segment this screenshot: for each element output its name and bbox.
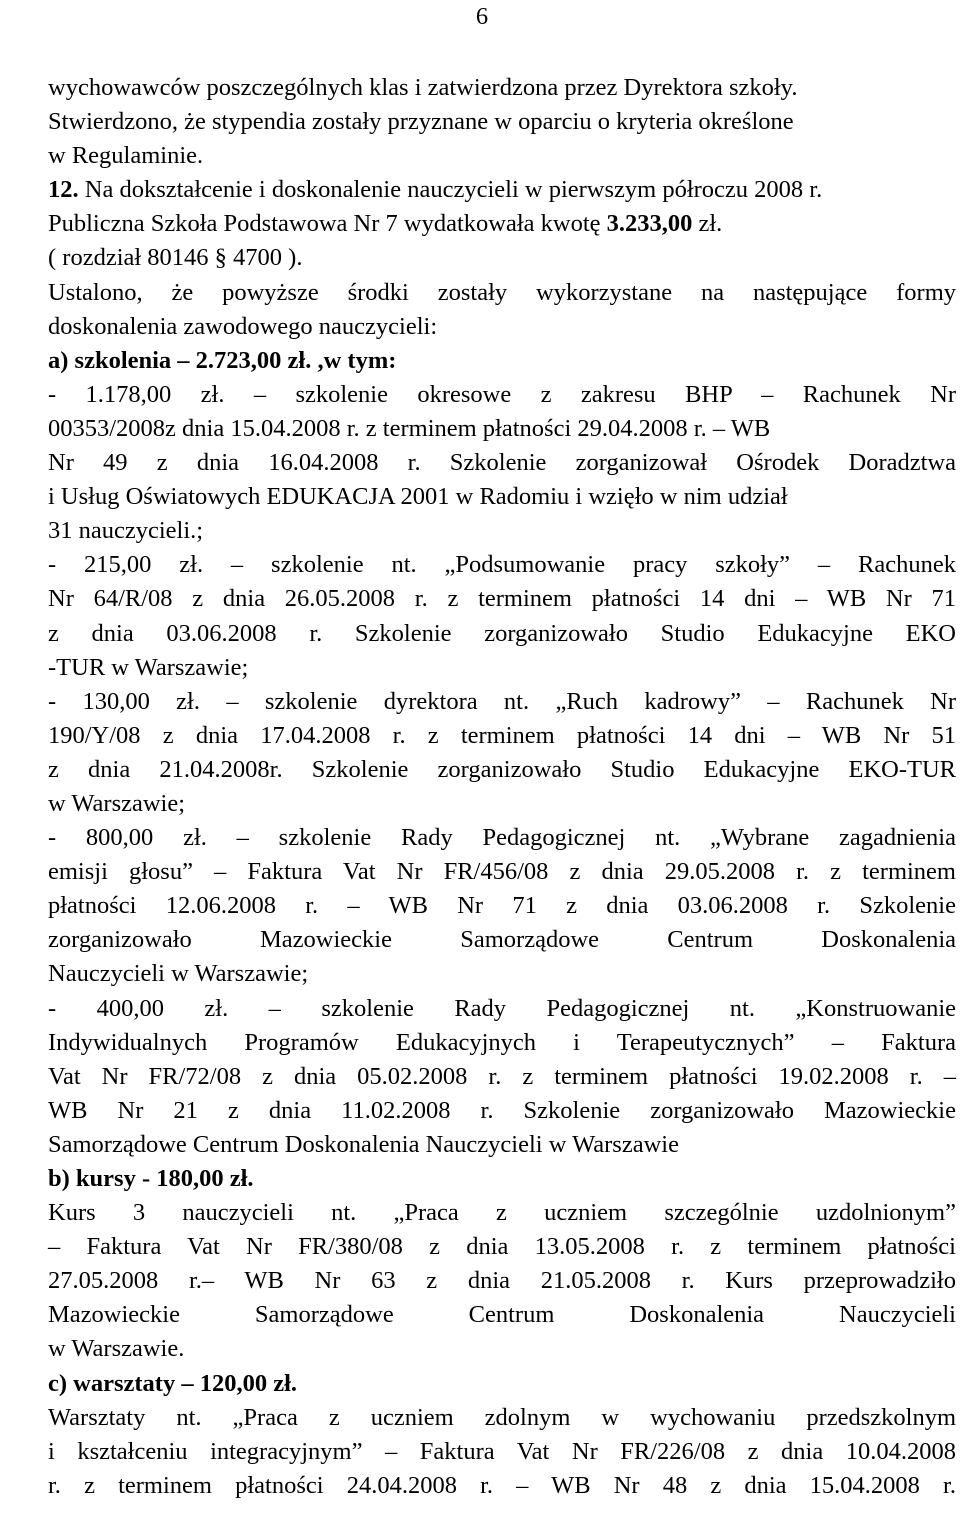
text-run: w Regulaminie.: [48, 142, 204, 170]
bold-text: c) warsztaty – 120,00 zł.: [48, 1369, 298, 1397]
text-run: Vat Nr FR/72/08 z dnia 05.02.2008 r. z terminem płatności 19.02.2008 r. –: [48, 1062, 956, 1090]
text-run: zorganizowało Mazowieckie Samorządowe Centrum Doskonalenia: [48, 926, 956, 954]
text-line: [48, 378, 956, 412]
text-run: Stwierdzono, że stypendia zostały przyznane w oparciu o kryteria określone: [48, 108, 794, 136]
text-run: r. z terminem płatności 24.04.2008 r. – WB Nr 48 z dnia 15.04.2008 r.: [48, 1471, 956, 1499]
bold-text: 3.233,00: [606, 210, 693, 238]
text-run: i kształceniu integracyjnym” – Faktura Vat Nr FR/226/08 z dnia 10.04.2008: [48, 1437, 956, 1465]
text-run: 190/Y/08 z dnia 17.04.2008 r. z terminem płatności 14 dni – WB Nr 51: [48, 721, 956, 749]
bold-text: b) kursy - 180,00 zł.: [48, 1165, 254, 1192]
text-line: [48, 1367, 956, 1401]
text-run: z dnia 03.06.2008 r. Szkolenie zorganizowało Studio Edukacyjne EKO: [48, 619, 956, 647]
text-line: [48, 855, 956, 889]
text-run: ( rozdział 80146 § 4700 ).: [48, 244, 303, 272]
text-line: [48, 685, 956, 719]
bold-text: 12.: [48, 176, 79, 204]
text-run: Nauczycieli w Warszawie;: [48, 960, 309, 988]
text-line: [48, 1298, 956, 1332]
text-line: [48, 1332, 956, 1366]
text-line: [48, 514, 956, 548]
text-line: [48, 1469, 956, 1503]
text-line: [48, 753, 956, 787]
text-line: [48, 207, 956, 241]
bold-text: a) szkolenia – 2.723,00 zł. ,w tym:: [48, 346, 397, 374]
text-run: - 130,00 zł. – szkolenie dyrektora nt. „Ruch kadrowy” – Rachunek Nr: [48, 687, 956, 715]
text-line: [48, 957, 956, 991]
text-run: Ustalono, że powyższe środki zostały wykorzystane na następujące formy: [48, 278, 956, 306]
text-line: [48, 582, 956, 616]
text-run: zł.: [692, 210, 723, 238]
document-body: [48, 71, 956, 1503]
text-run: 31 nauczycieli.;: [48, 517, 204, 545]
text-run: z dnia 21.04.2008r. Szkolenie zorganizowało Studio Edukacyjne EKO-TUR: [48, 755, 956, 783]
text-line: [48, 821, 956, 855]
text-run: doskonalenia zawodowego nauczycieli:: [48, 312, 438, 340]
text-run: i Usług Oświatowych EDUKACJA 2001 w Radomiu i wzięło w nim udział: [48, 483, 788, 511]
text-run: Indywidualnych Programów Edukacyjnych i Terapeutycznych” – Faktura: [48, 1028, 956, 1056]
text-line: [48, 1401, 956, 1435]
text-run: Kurs 3 nauczycieli nt. „Praca z uczniem szczególnie uzdolnionym”: [48, 1199, 956, 1227]
text-run: WB Nr 21 z dnia 11.02.2008 r. Szkolenie zorganizowało Mazowieckie: [48, 1096, 956, 1124]
text-line: [48, 617, 956, 651]
text-run: Samorządowe Centrum Doskonalenia Nauczycieli w Warszawie: [48, 1130, 679, 1158]
text-run: Mazowieckie Samorządowe Centrum Doskonalenia Nauczycieli: [48, 1301, 956, 1329]
text-line: [48, 446, 956, 480]
text-line: [48, 1264, 956, 1298]
text-line: [48, 1128, 956, 1162]
text-run: Warsztaty nt. „Praca z uczniem zdolnym w wychowaniu przedszkolnym: [48, 1403, 956, 1431]
text-line: [48, 310, 956, 344]
text-run: Publiczna Szkoła Podstawowa Nr 7 wydatkowała kwotę: [48, 210, 607, 238]
text-run: wychowawców poszczególnych klas i zatwierdzona przez Dyrektora szkoły.: [48, 74, 798, 101]
text-line: [48, 992, 956, 1026]
text-line: [48, 1162, 956, 1196]
text-run: emisji głosu” – Faktura Vat Nr FR/456/08 z dnia 29.05.2008 r. z terminem: [48, 858, 956, 886]
text-line: [48, 1094, 956, 1128]
text-line: [48, 889, 956, 923]
page-number: 6: [475, 3, 489, 30]
text-line: [48, 276, 956, 310]
text-line: [48, 923, 956, 957]
text-line: [48, 1230, 956, 1264]
text-line: [48, 548, 956, 582]
text-line: [48, 480, 956, 514]
text-run: 27.05.2008 r.– WB Nr 63 z dnia 21.05.2008 r. Kurs przeprowadziło: [48, 1267, 956, 1295]
text-line: [48, 787, 956, 821]
text-run: - 800,00 zł. – szkolenie Rady Pedagogicznej nt. „Wybrane zagadnienia: [48, 824, 956, 852]
text-run: w Warszawie.: [48, 1335, 185, 1363]
text-run: Nr 49 z dnia 16.04.2008 r. Szkolenie zorganizował Ośrodek Doradztwa: [48, 449, 956, 477]
text-run: Nr 64/R/08 z dnia 26.05.2008 r. z terminem płatności 14 dni – WB Nr 71: [48, 585, 956, 613]
text-line: [48, 241, 956, 275]
text-run: -TUR w Warszawie;: [48, 653, 249, 681]
text-run: w Warszawie;: [48, 789, 186, 817]
text-run: - 400,00 zł. – szkolenie Rady Pedagogicznej nt. „Konstruowanie: [48, 994, 956, 1022]
text-line: [48, 105, 956, 139]
text-line: [48, 1026, 956, 1060]
text-line: [48, 1435, 956, 1469]
text-line: [48, 719, 956, 753]
text-line: [48, 651, 956, 685]
text-run: - 215,00 zł. – szkolenie nt. „Podsumowanie pracy szkoły” – Rachunek: [48, 551, 956, 579]
text-line: [48, 71, 956, 105]
text-line: [48, 173, 956, 207]
text-run: - 1.178,00 zł. – szkolenie okresowe z zakresu BHP – Rachunek Nr: [48, 380, 956, 408]
text-line: [48, 344, 956, 378]
text-run: – Faktura Vat Nr FR/380/08 z dnia 13.05.2008 r. z terminem płatności: [48, 1233, 956, 1261]
text-run: Na dokształcenie i doskonalenie nauczycieli w pierwszym półroczu 2008 r.: [78, 176, 823, 204]
text-line: [48, 1196, 956, 1230]
text-run: 00353/2008z dnia 15.04.2008 r. z terminem płatności 29.04.2008 r. – WB: [48, 414, 771, 442]
text-line: [48, 412, 956, 446]
text-line: [48, 1060, 956, 1094]
text-line: [48, 139, 956, 173]
text-run: płatności 12.06.2008 r. – WB Nr 71 z dnia 03.06.2008 r. Szkolenie: [48, 892, 956, 920]
